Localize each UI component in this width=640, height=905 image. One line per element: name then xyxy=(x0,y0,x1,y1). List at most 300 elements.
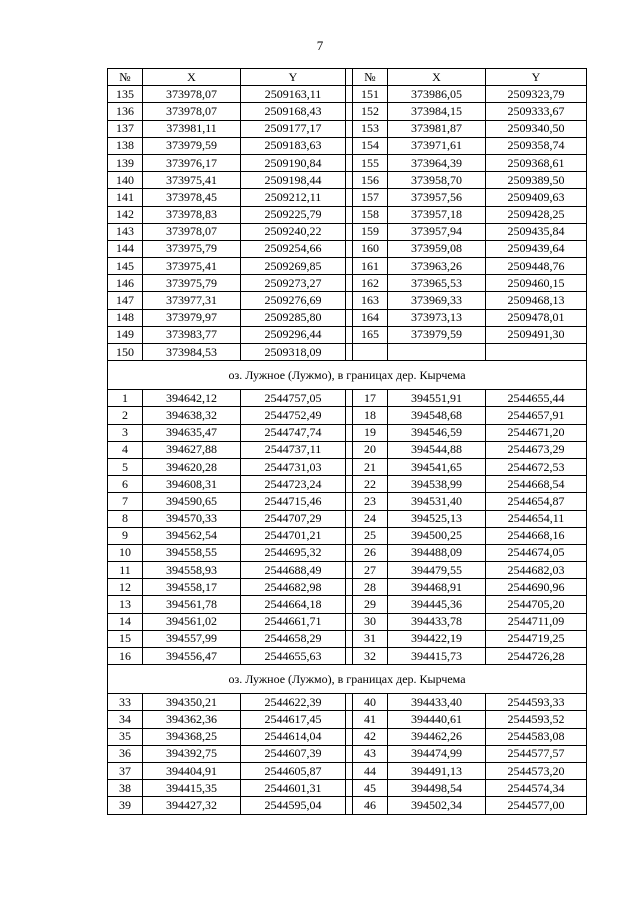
point-number: 3 xyxy=(108,424,143,441)
x-coordinate: 373975,79 xyxy=(143,240,241,257)
point-number: 145 xyxy=(108,258,143,275)
point-number: 155 xyxy=(353,154,388,171)
point-number: 29 xyxy=(353,596,388,613)
x-coordinate: 373979,59 xyxy=(143,137,241,154)
point-number: 159 xyxy=(353,223,388,240)
column-gap xyxy=(346,258,353,275)
column-gap xyxy=(346,613,353,630)
y-coordinate: 2544668,16 xyxy=(486,527,587,544)
y-coordinate: 2544573,20 xyxy=(486,762,587,779)
y-coordinate: 2544622,39 xyxy=(241,694,346,711)
y-coordinate: 2544593,33 xyxy=(486,694,587,711)
y-coordinate: 2544657,91 xyxy=(486,407,587,424)
x-coordinate: 373975,79 xyxy=(143,275,241,292)
y-coordinate: 2544583,08 xyxy=(486,728,587,745)
column-gap xyxy=(346,240,353,257)
table-row xyxy=(108,762,587,779)
y-coordinate: 2509389,50 xyxy=(486,172,587,189)
y-coordinate: 2509448,76 xyxy=(486,258,587,275)
point-number: 27 xyxy=(353,562,388,579)
y-coordinate: 2544737,11 xyxy=(241,441,346,458)
point-number: 137 xyxy=(108,120,143,137)
y-coordinate: 2544723,24 xyxy=(241,476,346,493)
x-coordinate: 394433,40 xyxy=(388,694,486,711)
y-coordinate: 2544605,87 xyxy=(241,762,346,779)
table-row xyxy=(108,424,587,441)
point-number: 4 xyxy=(108,441,143,458)
header-number-right: № xyxy=(353,69,388,86)
table-row xyxy=(108,407,587,424)
column-gap xyxy=(346,441,353,458)
x-coordinate: 373959,08 xyxy=(388,240,486,257)
x-coordinate: 373983,77 xyxy=(143,326,241,343)
x-coordinate: 394488,09 xyxy=(388,544,486,561)
column-gap xyxy=(346,424,353,441)
y-coordinate: 2509333,67 xyxy=(486,103,587,120)
column-gap xyxy=(346,326,353,343)
table-row xyxy=(108,154,587,171)
point-number: 34 xyxy=(108,711,143,728)
y-coordinate: 2544661,71 xyxy=(241,613,346,630)
x-coordinate: 394627,88 xyxy=(143,441,241,458)
y-coordinate: 2509318,09 xyxy=(241,344,346,361)
column-gap xyxy=(346,292,353,309)
point-number: 16 xyxy=(108,648,143,665)
table-row xyxy=(108,493,587,510)
x-coordinate: 373977,31 xyxy=(143,292,241,309)
y-coordinate: 2544705,20 xyxy=(486,596,587,613)
x-coordinate xyxy=(388,344,486,361)
column-gap xyxy=(346,86,353,103)
y-coordinate: 2509254,66 xyxy=(241,240,346,257)
x-coordinate: 394427,32 xyxy=(143,797,241,814)
column-gap xyxy=(346,711,353,728)
x-coordinate: 394558,55 xyxy=(143,544,241,561)
x-coordinate: 373979,59 xyxy=(388,326,486,343)
point-number: 139 xyxy=(108,154,143,171)
x-coordinate: 373978,07 xyxy=(143,223,241,240)
column-gap xyxy=(346,694,353,711)
y-coordinate: 2509240,22 xyxy=(241,223,346,240)
point-number: 165 xyxy=(353,326,388,343)
point-number: 148 xyxy=(108,309,143,326)
y-coordinate: 2509225,79 xyxy=(241,206,346,223)
table-row xyxy=(108,441,587,458)
x-coordinate: 373978,07 xyxy=(143,103,241,120)
y-coordinate: 2544658,29 xyxy=(241,630,346,647)
page-number: 7 xyxy=(316,38,324,53)
column-gap xyxy=(346,172,353,189)
point-number: 46 xyxy=(353,797,388,814)
point-number: 10 xyxy=(108,544,143,561)
table-row xyxy=(108,275,587,292)
y-coordinate: 2544577,00 xyxy=(486,797,587,814)
x-coordinate: 373958,70 xyxy=(388,172,486,189)
column-gap xyxy=(346,648,353,665)
table-row xyxy=(108,745,587,762)
section-title-row xyxy=(108,665,587,694)
table-row xyxy=(108,711,587,728)
y-coordinate: 2544719,25 xyxy=(486,630,587,647)
point-number: 41 xyxy=(353,711,388,728)
x-coordinate: 394570,33 xyxy=(143,510,241,527)
x-coordinate: 373971,61 xyxy=(388,137,486,154)
column-gap xyxy=(346,544,353,561)
y-coordinate: 2544695,32 xyxy=(241,544,346,561)
x-coordinate: 394635,47 xyxy=(143,424,241,441)
point-number: 23 xyxy=(353,493,388,510)
x-coordinate: 394561,78 xyxy=(143,596,241,613)
point-number: 136 xyxy=(108,103,143,120)
y-coordinate: 2509269,85 xyxy=(241,258,346,275)
column-gap xyxy=(346,154,353,171)
point-number: 12 xyxy=(108,579,143,596)
table-row xyxy=(108,240,587,257)
y-coordinate: 2509296,44 xyxy=(241,326,346,343)
y-coordinate: 2509190,84 xyxy=(241,154,346,171)
table-row xyxy=(108,728,587,745)
y-coordinate: 2544674,05 xyxy=(486,544,587,561)
y-coordinate: 2544671,20 xyxy=(486,424,587,441)
point-number: 15 xyxy=(108,630,143,647)
x-coordinate: 373978,45 xyxy=(143,189,241,206)
y-coordinate: 2509439,64 xyxy=(486,240,587,257)
column-gap xyxy=(346,275,353,292)
x-coordinate: 394368,25 xyxy=(143,728,241,745)
column-gap xyxy=(346,390,353,407)
x-coordinate: 394541,65 xyxy=(388,458,486,475)
point-number: 144 xyxy=(108,240,143,257)
x-coordinate: 394404,91 xyxy=(143,762,241,779)
table-row xyxy=(108,258,587,275)
y-coordinate: 2509276,69 xyxy=(241,292,346,309)
y-coordinate: 2544614,04 xyxy=(241,728,346,745)
x-coordinate: 394445,36 xyxy=(388,596,486,613)
point-number: 141 xyxy=(108,189,143,206)
table-row xyxy=(108,527,587,544)
point-number: 156 xyxy=(353,172,388,189)
x-coordinate: 394525,13 xyxy=(388,510,486,527)
x-coordinate: 394544,88 xyxy=(388,441,486,458)
x-coordinate: 373964,39 xyxy=(388,154,486,171)
header-y-right: Y xyxy=(486,69,587,86)
x-coordinate: 373957,56 xyxy=(388,189,486,206)
point-number: 32 xyxy=(353,648,388,665)
x-coordinate: 394433,78 xyxy=(388,613,486,630)
y-coordinate: 2544654,11 xyxy=(486,510,587,527)
point-number: 158 xyxy=(353,206,388,223)
x-coordinate: 373981,11 xyxy=(143,120,241,137)
y-coordinate: 2509163,11 xyxy=(241,86,346,103)
point-number: 37 xyxy=(108,762,143,779)
table-row xyxy=(108,510,587,527)
y-coordinate: 2509177,17 xyxy=(241,120,346,137)
header-y-left: Y xyxy=(241,69,346,86)
point-number: 147 xyxy=(108,292,143,309)
x-coordinate: 394638,32 xyxy=(143,407,241,424)
point-number: 35 xyxy=(108,728,143,745)
header-x-right: X xyxy=(388,69,486,86)
point-number: 30 xyxy=(353,613,388,630)
y-coordinate: 2509212,11 xyxy=(241,189,346,206)
point-number: 18 xyxy=(353,407,388,424)
column-gap xyxy=(346,476,353,493)
point-number: 142 xyxy=(108,206,143,223)
column-gap xyxy=(346,780,353,797)
column-gap xyxy=(346,407,353,424)
x-coordinate: 373986,05 xyxy=(388,86,486,103)
point-number: 44 xyxy=(353,762,388,779)
table-row xyxy=(108,544,587,561)
x-coordinate: 394556,47 xyxy=(143,648,241,665)
y-coordinate: 2509468,13 xyxy=(486,292,587,309)
y-coordinate: 2544655,63 xyxy=(241,648,346,665)
point-number: 26 xyxy=(353,544,388,561)
y-coordinate: 2544731,03 xyxy=(241,458,346,475)
header-number-left: № xyxy=(108,69,143,86)
point-number: 8 xyxy=(108,510,143,527)
table-row xyxy=(108,596,587,613)
y-coordinate: 2509409,63 xyxy=(486,189,587,206)
y-coordinate: 2544701,21 xyxy=(241,527,346,544)
table-row xyxy=(108,579,587,596)
table-row xyxy=(108,103,587,120)
x-coordinate: 394590,65 xyxy=(143,493,241,510)
y-coordinate: 2509491,30 xyxy=(486,326,587,343)
x-coordinate: 373984,15 xyxy=(388,103,486,120)
table-row xyxy=(108,390,587,407)
section-title: оз. Лужное (Лужмо), в границах дер. Кырчема xyxy=(108,361,587,390)
point-number: 150 xyxy=(108,344,143,361)
point-number: 135 xyxy=(108,86,143,103)
column-gap xyxy=(346,458,353,475)
x-coordinate: 394557,99 xyxy=(143,630,241,647)
point-number: 143 xyxy=(108,223,143,240)
x-coordinate: 394440,61 xyxy=(388,711,486,728)
coordinates-table xyxy=(107,68,587,815)
y-coordinate xyxy=(486,344,587,361)
x-coordinate: 394531,40 xyxy=(388,493,486,510)
table-row xyxy=(108,458,587,475)
column-gap xyxy=(346,120,353,137)
column-gap xyxy=(346,630,353,647)
point-number: 19 xyxy=(353,424,388,441)
y-coordinate: 2509460,15 xyxy=(486,275,587,292)
x-coordinate: 373976,17 xyxy=(143,154,241,171)
y-coordinate: 2544726,28 xyxy=(486,648,587,665)
y-coordinate: 2544688,49 xyxy=(241,562,346,579)
x-coordinate: 394642,12 xyxy=(143,390,241,407)
y-coordinate: 2544577,57 xyxy=(486,745,587,762)
table-row xyxy=(108,648,587,665)
table-row xyxy=(108,630,587,647)
x-coordinate: 373969,33 xyxy=(388,292,486,309)
x-coordinate: 373965,53 xyxy=(388,275,486,292)
y-coordinate: 2509435,84 xyxy=(486,223,587,240)
table-row xyxy=(108,797,587,814)
point-number: 7 xyxy=(108,493,143,510)
x-coordinate: 394415,73 xyxy=(388,648,486,665)
x-coordinate: 373975,41 xyxy=(143,172,241,189)
point-number: 38 xyxy=(108,780,143,797)
point-number: 5 xyxy=(108,458,143,475)
y-coordinate: 2509273,27 xyxy=(241,275,346,292)
x-coordinate: 394498,54 xyxy=(388,780,486,797)
point-number: 149 xyxy=(108,326,143,343)
point-number: 11 xyxy=(108,562,143,579)
y-coordinate: 2509285,80 xyxy=(241,309,346,326)
point-number: 140 xyxy=(108,172,143,189)
table-row xyxy=(108,562,587,579)
table-row xyxy=(108,172,587,189)
column-gap xyxy=(346,103,353,120)
point-number: 162 xyxy=(353,275,388,292)
point-number: 9 xyxy=(108,527,143,544)
table-row xyxy=(108,326,587,343)
table-row xyxy=(108,613,587,630)
point-number: 146 xyxy=(108,275,143,292)
table-row xyxy=(108,292,587,309)
x-coordinate: 394620,28 xyxy=(143,458,241,475)
x-coordinate: 373957,18 xyxy=(388,206,486,223)
table-row xyxy=(108,476,587,493)
point-number: 154 xyxy=(353,137,388,154)
point-number: 40 xyxy=(353,694,388,711)
x-coordinate: 394392,75 xyxy=(143,745,241,762)
point-number: 39 xyxy=(108,797,143,814)
table-body xyxy=(108,86,587,814)
column-gap xyxy=(346,728,353,745)
y-coordinate: 2509358,74 xyxy=(486,137,587,154)
table-row xyxy=(108,120,587,137)
table-row xyxy=(108,694,587,711)
x-coordinate: 394468,91 xyxy=(388,579,486,596)
point-number: 45 xyxy=(353,780,388,797)
y-coordinate: 2544655,44 xyxy=(486,390,587,407)
column-gap xyxy=(346,493,353,510)
y-coordinate: 2544672,53 xyxy=(486,458,587,475)
point-number: 160 xyxy=(353,240,388,257)
point-number: 152 xyxy=(353,103,388,120)
x-coordinate: 373973,13 xyxy=(388,309,486,326)
point-number: 1 xyxy=(108,390,143,407)
x-coordinate: 394546,59 xyxy=(388,424,486,441)
x-coordinate: 394474,99 xyxy=(388,745,486,762)
column-gap xyxy=(346,579,353,596)
table-row xyxy=(108,344,587,361)
y-coordinate: 2544595,04 xyxy=(241,797,346,814)
y-coordinate: 2509478,01 xyxy=(486,309,587,326)
x-coordinate: 373979,97 xyxy=(143,309,241,326)
y-coordinate: 2544682,98 xyxy=(241,579,346,596)
x-coordinate: 394561,02 xyxy=(143,613,241,630)
column-gap xyxy=(346,137,353,154)
point-number: 33 xyxy=(108,694,143,711)
column-gap xyxy=(346,344,353,361)
table-row xyxy=(108,86,587,103)
point-number: 2 xyxy=(108,407,143,424)
point-number: 14 xyxy=(108,613,143,630)
x-coordinate: 394362,36 xyxy=(143,711,241,728)
column-gap xyxy=(346,309,353,326)
point-number: 153 xyxy=(353,120,388,137)
x-coordinate: 394558,93 xyxy=(143,562,241,579)
column-gap xyxy=(346,562,353,579)
point-number: 24 xyxy=(353,510,388,527)
y-coordinate: 2509340,50 xyxy=(486,120,587,137)
table-row xyxy=(108,780,587,797)
x-coordinate: 394608,31 xyxy=(143,476,241,493)
x-coordinate: 373978,83 xyxy=(143,206,241,223)
x-coordinate: 394500,25 xyxy=(388,527,486,544)
x-coordinate: 373978,07 xyxy=(143,86,241,103)
y-coordinate: 2509168,43 xyxy=(241,103,346,120)
point-number: 17 xyxy=(353,390,388,407)
point-number: 22 xyxy=(353,476,388,493)
table-row xyxy=(108,189,587,206)
header-x-left: X xyxy=(143,69,241,86)
y-coordinate: 2544711,09 xyxy=(486,613,587,630)
point-number: 36 xyxy=(108,745,143,762)
y-coordinate: 2544601,31 xyxy=(241,780,346,797)
column-gap xyxy=(346,745,353,762)
column-gap xyxy=(346,69,353,86)
y-coordinate: 2544690,96 xyxy=(486,579,587,596)
y-coordinate: 2509428,25 xyxy=(486,206,587,223)
point-number: 164 xyxy=(353,309,388,326)
x-coordinate: 394558,17 xyxy=(143,579,241,596)
column-gap xyxy=(346,762,353,779)
y-coordinate: 2544607,39 xyxy=(241,745,346,762)
x-coordinate: 394422,19 xyxy=(388,630,486,647)
y-coordinate: 2544654,87 xyxy=(486,493,587,510)
y-coordinate: 2544673,29 xyxy=(486,441,587,458)
y-coordinate: 2544707,29 xyxy=(241,510,346,527)
column-gap xyxy=(346,189,353,206)
x-coordinate: 394502,34 xyxy=(388,797,486,814)
y-coordinate: 2544715,46 xyxy=(241,493,346,510)
point-number: 151 xyxy=(353,86,388,103)
point-number: 25 xyxy=(353,527,388,544)
x-coordinate: 394350,21 xyxy=(143,694,241,711)
point-number: 157 xyxy=(353,189,388,206)
column-gap xyxy=(346,223,353,240)
point-number: 163 xyxy=(353,292,388,309)
x-coordinate: 394491,13 xyxy=(388,762,486,779)
section-title-row xyxy=(108,361,587,390)
y-coordinate: 2544617,45 xyxy=(241,711,346,728)
x-coordinate: 394479,55 xyxy=(388,562,486,579)
point-number: 31 xyxy=(353,630,388,647)
table-row xyxy=(108,206,587,223)
point-number: 21 xyxy=(353,458,388,475)
x-coordinate: 394538,99 xyxy=(388,476,486,493)
x-coordinate: 394562,54 xyxy=(143,527,241,544)
column-gap xyxy=(346,527,353,544)
x-coordinate: 394462,26 xyxy=(388,728,486,745)
y-coordinate: 2544668,54 xyxy=(486,476,587,493)
table-row xyxy=(108,223,587,240)
x-coordinate: 373975,41 xyxy=(143,258,241,275)
column-gap xyxy=(346,797,353,814)
y-coordinate: 2544757,05 xyxy=(241,390,346,407)
y-coordinate: 2509183,63 xyxy=(241,137,346,154)
y-coordinate: 2509198,44 xyxy=(241,172,346,189)
point-number: 161 xyxy=(353,258,388,275)
point-number: 43 xyxy=(353,745,388,762)
y-coordinate: 2544593,52 xyxy=(486,711,587,728)
point-number: 6 xyxy=(108,476,143,493)
